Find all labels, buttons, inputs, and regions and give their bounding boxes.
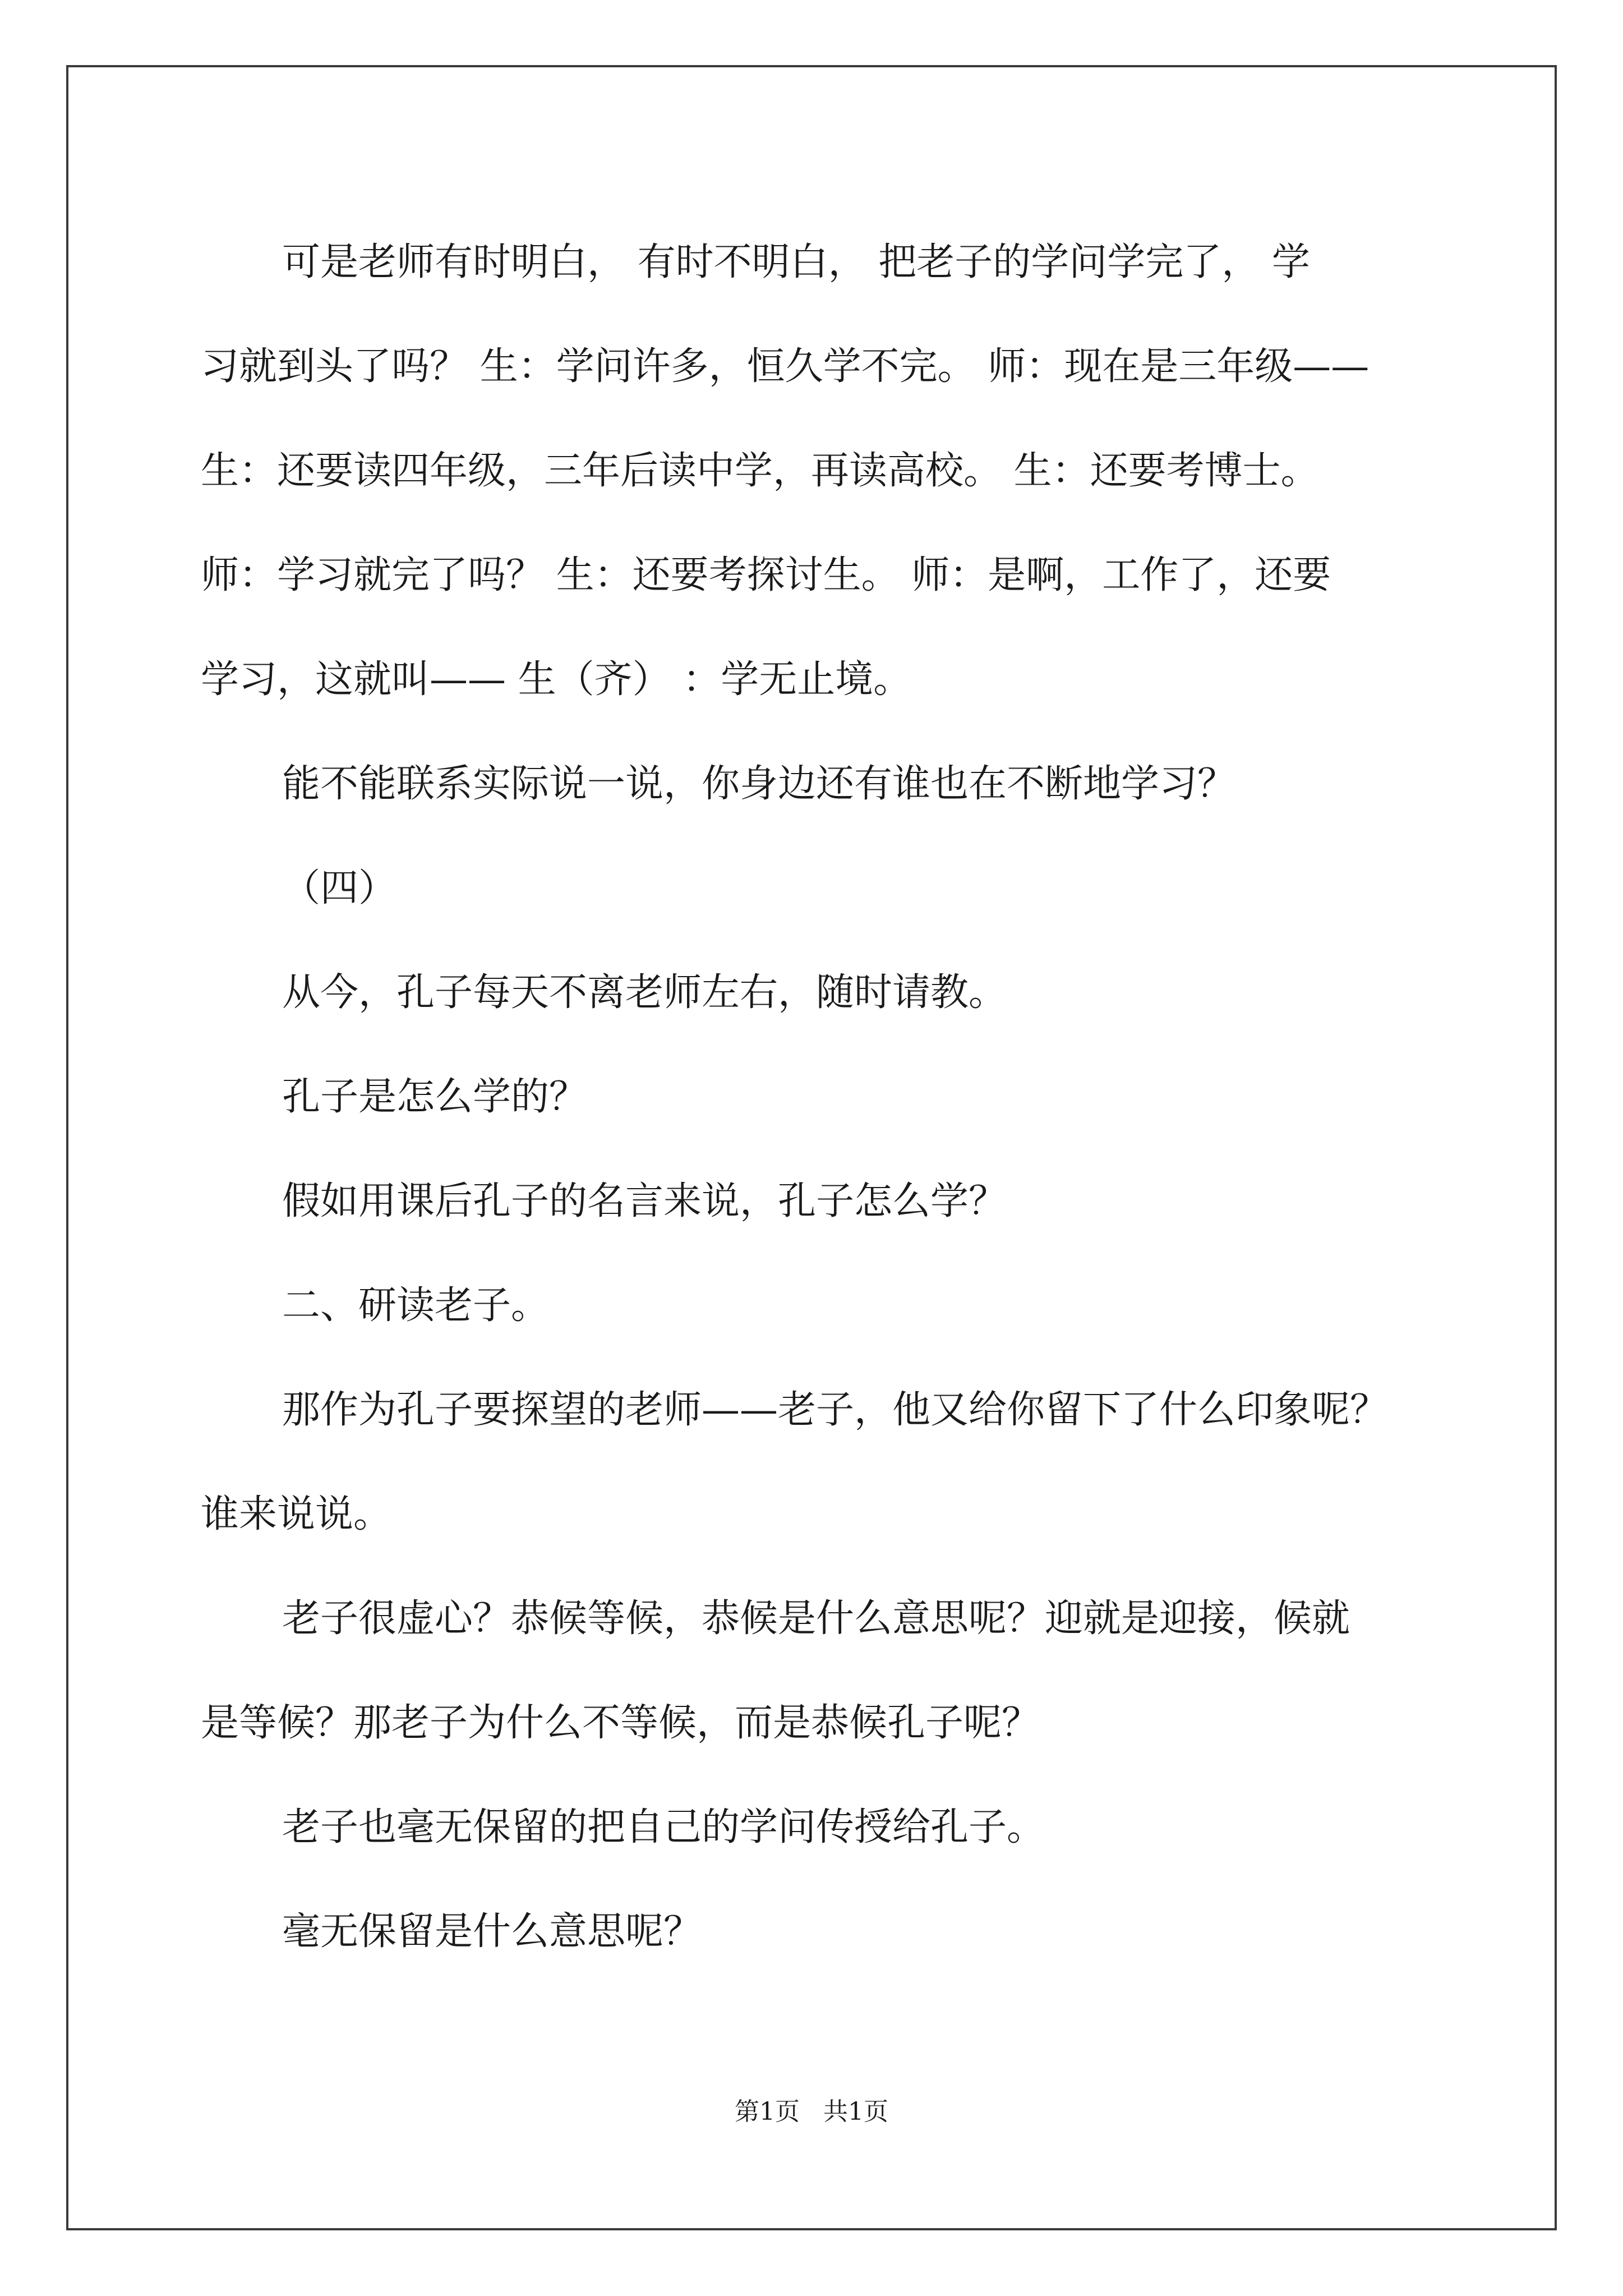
- text-line: 可是老师有时明白， 有时不明白， 把老子的学问学完了， 学: [282, 240, 1310, 284]
- page-footer: [0, 2095, 1623, 2129]
- paragraph: [201, 210, 1435, 732]
- text-line: 生：还要读四年级，三年后读中学，再读高校。 生：还要考博士。: [201, 449, 1319, 493]
- section-heading: [201, 1254, 1435, 1358]
- text-line: 老子很虚心？恭候等候，恭候是什么意思呢？迎就是迎接，候就: [282, 1596, 1350, 1641]
- text-line: 从今，孔子每天不离老师左右，随时请教。: [282, 970, 1007, 1015]
- text-line: 是等候？那老子为什么不等候，而是恭候孔子呢？: [201, 1701, 1040, 1745]
- text-line: 那作为孔子要探望的老师——老子，他又给你留下了什么印象呢？: [282, 1388, 1389, 1432]
- paragraph: [201, 1567, 1435, 1775]
- text-line: 习就到头了吗？ 生：学问许多，恒久学不完。 师：现在是三年级——: [201, 344, 1370, 389]
- text-line: 师：学习就完了吗？ 生：还要考探讨生。 师：是啊，工作了，还要: [201, 553, 1331, 597]
- text-line: 二、研读老子。: [282, 1283, 550, 1328]
- page-number-current: 第1页: [735, 2097, 800, 2126]
- text-line: 谁来说说。: [201, 1492, 392, 1536]
- paragraph: [201, 1880, 1435, 1984]
- text-line: 孔子是怎么学的？: [282, 1075, 588, 1119]
- section-marker: [201, 836, 1435, 941]
- paragraph: [201, 1358, 1435, 1567]
- page-number-total: 共1页: [823, 2097, 888, 2126]
- text-line: 毫无保留是什么意思呢？: [282, 1910, 702, 1954]
- text-line: 能不能联系实际说一说，你身边还有谁也在不断地学习？: [282, 762, 1236, 806]
- paragraph: [201, 941, 1435, 1045]
- text-line: 老子也毫无保留的把自己的学问传授给孔子。: [282, 1805, 1045, 1849]
- paragraph: [201, 1045, 1435, 1149]
- text-line: 学习，这就叫—— 生（齐） ：学无止境。: [201, 657, 912, 702]
- paragraph: [201, 1775, 1435, 1880]
- text-line: （四）: [282, 866, 397, 910]
- paragraph: [201, 1149, 1435, 1254]
- document-body: [201, 210, 1435, 1984]
- paragraph: [201, 732, 1435, 836]
- text-line: 假如用课后孔子的名言来说，孔子怎么学？: [282, 1179, 1007, 1223]
